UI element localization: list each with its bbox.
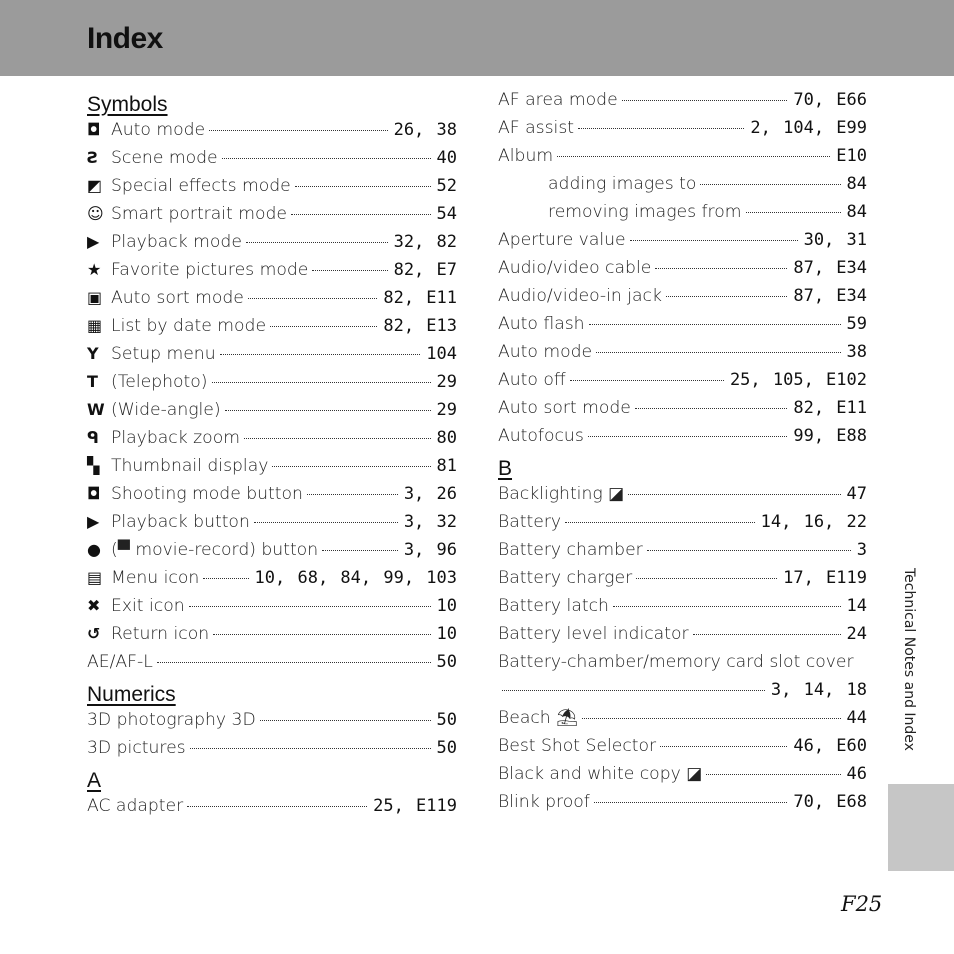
index-entry [87,256,457,284]
index-entry-pages: 3 [856,540,867,560]
index-entry-term: Album [498,146,554,166]
special-effects-icon: ◩ [87,176,103,195]
index-entry [87,144,457,172]
dot-leader [209,130,387,131]
index-entry [87,424,457,452]
auto-sort-icon: ▣ [87,288,103,307]
smart-portrait-icon: ☺ [87,204,104,223]
index-entry-term: adding images to [548,174,697,194]
index-entry [498,536,867,564]
index-entry [87,564,457,592]
index-entry-pages: 70, E68 [793,792,867,812]
index-entry-term: removing images from [548,202,742,222]
index-entry [498,480,867,508]
index-entry-term: Battery chamber [498,540,643,560]
index-entry-term: List by date mode [111,316,267,336]
scene-icon: Ƨ [87,148,99,167]
exit-icon: ✖ [87,596,101,615]
index-entry [498,86,867,114]
dot-leader [570,380,724,381]
index-entry-term: Playback button [111,512,250,532]
index-entry-pages: 99, E88 [793,426,867,446]
dot-leader [157,662,431,663]
index-entry [87,592,457,620]
index-entry [498,114,867,142]
index-entry-pages: 10 [436,624,457,644]
dot-leader [213,634,430,635]
index-entry-pages: 3, 14, 18 [770,680,867,700]
page-title: Index [87,22,163,55]
index-entry-term: AC adapter [87,796,184,816]
index-entry-pages: 44 [846,708,867,728]
index-entry-pages: 17, E119 [783,568,867,588]
camera-icon: ◘ [87,120,101,139]
dot-leader [628,494,840,495]
index-entry [87,734,457,762]
dot-leader [244,438,431,439]
index-heading [87,762,457,792]
dot-leader [700,184,840,185]
index-entry-pages: 40 [436,148,457,168]
index-entry-term: Battery [498,512,562,532]
index-subentry [498,198,867,226]
index-entry [498,254,867,282]
index-entry-term: Setup menu [111,344,216,364]
menu-icon: ▤ [87,568,103,587]
index-entry [498,338,867,366]
index-entry-term: Auto mode [111,120,206,140]
dot-leader [322,550,398,551]
index-entry-term: Blink proof [498,792,590,812]
index-entry-pages: 3, 26 [403,484,457,504]
index-entry-term: Auto sort mode [111,288,244,308]
index-entry-pages: 81 [436,456,457,476]
index-entry-term: (Wide-angle) [111,400,221,420]
index-heading-text: Symbols [87,93,168,116]
index-entry [498,508,867,536]
index-entry-pages: 29 [436,372,457,392]
return-icon: ↺ [87,624,101,643]
section-side-label [880,568,935,788]
index-entry-term: Backlighting ◪ [498,484,625,504]
dot-leader [655,268,787,269]
wrench-icon: Y [87,344,99,363]
shooting-mode-button-icon: ◘ [87,484,101,503]
dot-leader [594,802,788,803]
dot-leader [291,214,431,215]
index-entry [87,536,457,564]
index-entry [87,340,457,368]
wide-angle-icon: W [87,400,105,419]
index-entry [87,648,457,676]
dot-leader [270,326,377,327]
index-entry-term: Auto off [498,370,566,390]
index-entry [498,704,867,732]
index-entry-term: Shooting mode button [111,484,303,504]
dot-leader [307,494,398,495]
dot-leader [666,296,787,297]
index-entry-term: Thumbnail display [111,456,269,476]
index-heading [87,86,457,116]
index-entry [498,760,867,788]
index-entry-pages: 50 [436,710,457,730]
index-entry-pages: 82, E11 [793,398,867,418]
index-entry [498,226,867,254]
index-entry-pages: 82, E11 [383,288,457,308]
playback-icon: ▶ [87,232,100,251]
index-entry [498,732,867,760]
index-entry-pages: 26, 38 [393,120,457,140]
index-entry-term: AE/AF-L [87,652,153,672]
section-tab [888,784,954,871]
index-entry-term: Battery-chamber/memory card slot cover [498,652,854,672]
index-entry-term: 3D pictures [87,738,186,758]
index-entry [498,564,867,592]
index-entry-pages: 47 [846,484,867,504]
index-entry-pages: 3, 96 [403,540,457,560]
index-entry-pages: 14, 16, 22 [760,512,867,532]
dot-leader [187,806,367,807]
index-entry-pages: 14 [846,596,867,616]
index-entry-term: Favorite pictures mode [111,260,309,280]
dot-leader [502,690,765,691]
dot-leader [203,578,248,579]
index-entry [498,282,867,310]
index-entry [498,366,867,394]
index-entry [498,394,867,422]
dot-leader [746,212,841,213]
dot-leader [272,466,430,467]
dot-leader [189,606,431,607]
index-entry-term: Playback zoom [111,428,240,448]
index-entry-term: Battery level indicator [498,624,689,644]
dot-leader [636,578,777,579]
index-heading-text: B [498,457,513,480]
index-entry [498,676,867,704]
dot-leader [312,270,387,271]
index-entry-pages: 10, 68, 84, 99, 103 [254,568,457,588]
index-entry-term: Auto sort mode [498,398,631,418]
index-entry-term: Special effects mode [111,176,291,196]
index-entry-term: Smart portrait mode [111,204,288,224]
dot-leader [565,522,755,523]
dot-leader [582,718,841,719]
dot-leader [260,720,431,721]
index-entry-term: Aperture value [498,230,626,250]
dot-leader [225,410,431,411]
index-entry-pages: 80 [436,428,457,448]
index-entry-term: AF assist [498,118,575,138]
index-entry [87,396,457,424]
index-entry-term: Return icon [111,624,210,644]
index-entry-term: (▀ movie-record) button [111,540,319,560]
index-entry-pages: 10 [436,596,457,616]
index-entry-pages: 32, 82 [393,232,457,252]
dot-leader [212,382,431,383]
dot-leader [589,324,841,325]
index-entry-pages: 29 [436,400,457,420]
index-entry-term: Exit icon [111,596,185,616]
index-entry [498,310,867,338]
dot-leader [693,634,841,635]
index-entry-pages: 52 [436,176,457,196]
index-entry-pages: 87, E34 [793,286,867,306]
dot-leader [220,354,421,355]
dot-leader [647,550,851,551]
index-entry-pages: 3, 32 [403,512,457,532]
index-entry-term: Auto flash [498,314,585,334]
index-entry-pages: 25, E119 [373,796,457,816]
dot-leader [295,186,431,187]
index-entry-pages: 30, 31 [803,230,867,250]
index-entry [87,620,457,648]
dot-leader [254,522,398,523]
index-entry-term: Audio/video cable [498,258,652,278]
dot-leader [660,746,787,747]
index-entry [87,706,457,734]
list-by-date-icon: ▦ [87,316,103,335]
index-column-left [87,86,457,820]
index-entry-term: Menu icon [111,568,200,588]
index-heading-text: Numerics [87,683,176,706]
index-entry-pages: 82, E7 [393,260,457,280]
index-heading-text: A [87,769,102,792]
index-entry-pages: 46, E60 [793,736,867,756]
index-entry [87,200,457,228]
index-entry-pages: 46 [846,764,867,784]
index-entry [498,788,867,816]
index-entry [87,480,457,508]
dot-leader [622,100,788,101]
index-entry-pages: 24 [846,624,867,644]
dot-leader [596,352,840,353]
index-entry-pages: 38 [846,342,867,362]
index-heading [498,450,867,480]
index-entry [87,116,457,144]
record-icon: ● [87,540,101,559]
index-entry-term: Auto mode [498,342,593,362]
page-number: F25 [841,892,883,916]
index-entry [498,648,867,676]
dot-leader [578,128,744,129]
index-entry [87,312,457,340]
index-column-right [498,86,867,816]
dot-leader [630,240,798,241]
index-entry-pages: 59 [846,314,867,334]
index-entry [87,452,457,480]
dot-leader [706,774,840,775]
index-entry [87,508,457,536]
index-entry-term: Battery latch [498,596,609,616]
index-entry-term: AF area mode [498,90,618,110]
favorite-icon: ★ [87,260,102,279]
page-header [0,0,954,76]
side-label-text: Technical Notes and Index [901,568,917,751]
index-entry [498,620,867,648]
index-heading [87,676,457,706]
index-entry [87,792,457,820]
index-entry-pages: 82, E13 [383,316,457,336]
index-entry-term: Playback mode [111,232,242,252]
index-entry [498,142,867,170]
index-entry [87,284,457,312]
index-entry-pages: 84 [846,174,867,194]
dot-leader [190,748,431,749]
index-entry-term: Audio/video-in jack [498,286,662,306]
dot-leader [246,242,388,243]
index-entry-pages: 54 [436,204,457,224]
index-entry-term: Scene mode [111,148,218,168]
index-entry-term: 3D photography 3D [87,710,256,730]
index-entry [498,422,867,450]
playback-zoom-icon: ᑫ [87,428,99,447]
index-entry-pages: 25, 105, E102 [729,370,867,390]
index-entry-pages: 50 [436,652,457,672]
index-entry-term: (Telephoto) [111,372,208,392]
index-entry [498,592,867,620]
dot-leader [248,298,377,299]
index-entry [87,368,457,396]
telephoto-icon: T [87,372,98,391]
index-entry-term: Beach ⛱ [498,708,578,728]
index-entry-term: Black and white copy ◪ [498,764,703,784]
index-entry-pages: 50 [436,738,457,758]
index-subentry [498,170,867,198]
dot-leader [222,158,431,159]
index-entry-pages: E10 [836,146,867,166]
index-entry-pages: 70, E66 [793,90,867,110]
index-entry-term: Autofocus [498,426,584,446]
thumbnail-icon: ▚ [87,456,100,475]
index-entry-pages: 87, E34 [793,258,867,278]
dot-leader [635,408,787,409]
index-entry-pages: 84 [846,202,867,222]
dot-leader [613,606,841,607]
dot-leader [588,436,788,437]
index-entry-pages: 2, 104, E99 [750,118,867,138]
index-entry-pages: 104 [426,344,457,364]
index-entry [87,172,457,200]
index-entry-term: Best Shot Selector [498,736,657,756]
index-entry-term: Battery charger [498,568,633,588]
dot-leader [557,156,830,157]
playback-button-icon: ▶ [87,512,100,531]
index-entry [87,228,457,256]
